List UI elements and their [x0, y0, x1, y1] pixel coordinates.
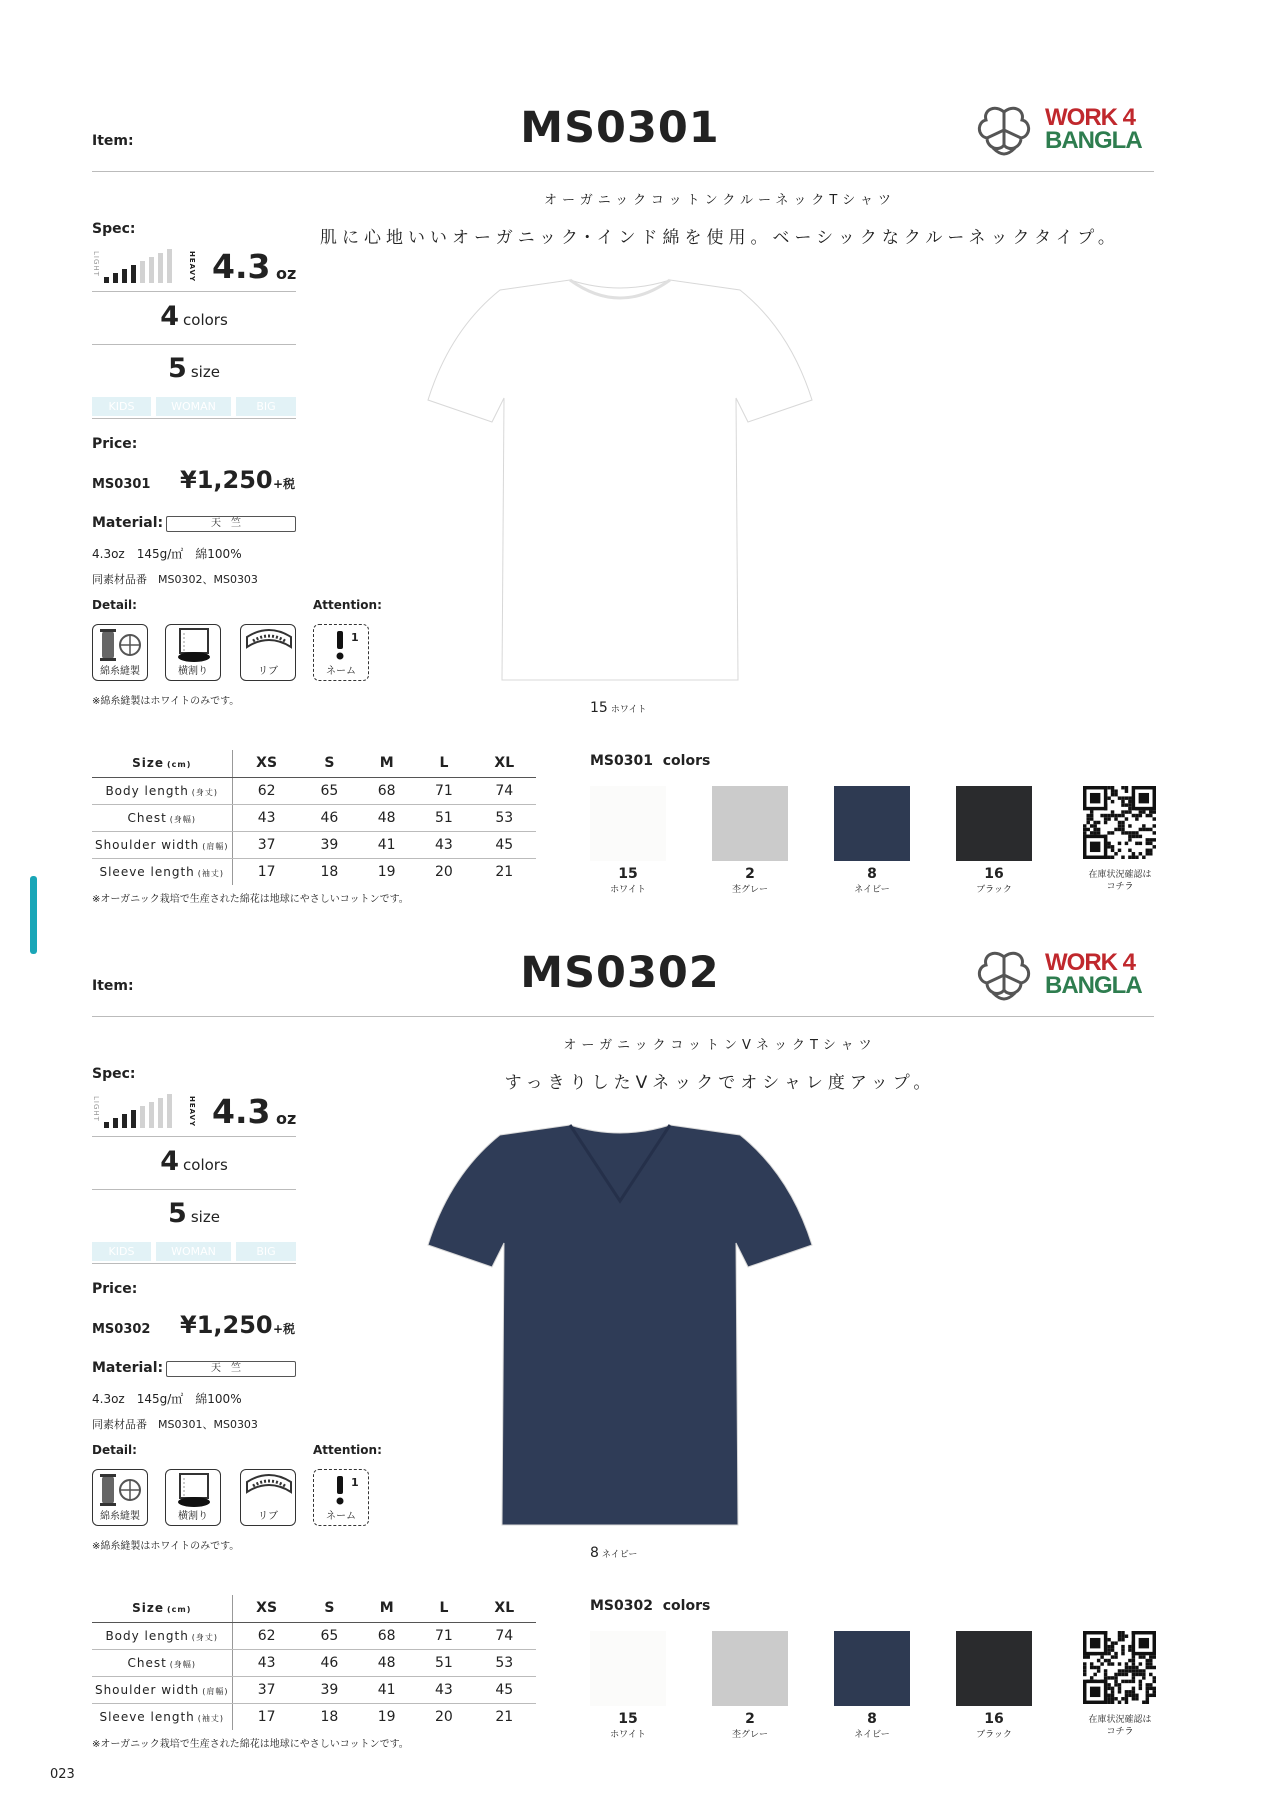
- weight-bar: [140, 1106, 145, 1128]
- work4bangla-logo: [975, 102, 1155, 158]
- row-label-en: Sleeve length: [99, 1709, 195, 1724]
- color-swatch: [590, 1631, 666, 1706]
- weight-bar: [149, 1102, 154, 1128]
- weight-bar: [167, 1094, 172, 1128]
- qr-caption-line-2: コチラ: [1106, 1727, 1134, 1737]
- product-code-title: MS0301: [520, 103, 720, 153]
- swatch-name: 杢グレー: [731, 1730, 768, 1740]
- size-cell: 71: [415, 1622, 472, 1649]
- row-label-jp: (身幅): [169, 814, 197, 824]
- size-cell: 51: [415, 1649, 472, 1676]
- row-label: [92, 1649, 232, 1676]
- colors-heading-word: colors: [662, 753, 711, 769]
- size-cell: 19: [377, 1708, 396, 1725]
- colors-heading-code: MS0302: [590, 1598, 653, 1614]
- attention-label: Attention:: [313, 598, 382, 612]
- badge-woman: WOMAN: [156, 1242, 231, 1261]
- size-cell: 39: [301, 1676, 358, 1703]
- spec-divider: [92, 1189, 296, 1190]
- detail-icon-label: リブ: [258, 1511, 278, 1522]
- attention-icon-label: ネーム: [326, 666, 356, 677]
- price-value: ¥1,250: [180, 466, 273, 494]
- size-cell: 65: [301, 777, 358, 804]
- image-caption: [590, 700, 647, 716]
- price-code: MS0302: [92, 1322, 151, 1337]
- weight-bar: [131, 265, 136, 283]
- image-caption-name: ホワイト: [610, 705, 647, 715]
- weight-bar: [140, 261, 145, 283]
- row-label-en: Sleeve length: [99, 864, 195, 879]
- section-tab-marker: [30, 876, 37, 954]
- header-divider: [92, 1016, 1154, 1017]
- gauge-light-label: LIGHT: [92, 1096, 100, 1122]
- size-cell: 19: [377, 863, 396, 880]
- size-cell: 74: [473, 777, 536, 804]
- qr-caption-line-1: 在庫状況確認は: [1088, 1715, 1152, 1725]
- size-cell: 53: [473, 1649, 536, 1676]
- spec-divider: [92, 418, 296, 419]
- gauge-heavy-label: HEAVY: [188, 1096, 196, 1128]
- attention-label: Attention:: [313, 1443, 382, 1457]
- size-cell: 46: [301, 804, 358, 831]
- colors-count: [92, 301, 296, 332]
- item-label: Item:: [92, 133, 134, 149]
- row-label: [92, 1676, 232, 1703]
- price-tax: +税: [273, 477, 296, 491]
- size-header-label: [92, 1595, 232, 1622]
- weight-bar: [122, 269, 127, 283]
- tube-body-icon: [166, 1470, 222, 1510]
- table-row: [92, 804, 536, 831]
- size-count-number: 5: [168, 1198, 187, 1229]
- weight-value: 4.3: [212, 1092, 271, 1131]
- weight-bar: [113, 273, 118, 283]
- color-swatch: [834, 1631, 910, 1706]
- swatch-number: 15: [618, 1711, 638, 1727]
- swatch-name: ホワイト: [610, 1730, 646, 1740]
- tube-body-icon: [166, 625, 222, 665]
- size-cell: 17: [257, 863, 276, 880]
- row-label-jp: (身丈): [191, 787, 219, 797]
- detail-note: ※綿糸縫製はホワイトのみです。: [92, 696, 240, 707]
- brand-line-2: BANGLA: [1045, 972, 1142, 999]
- gauge-light-label: LIGHT: [92, 251, 100, 277]
- swatch-name: ネイビー: [854, 1730, 890, 1740]
- brand-line-2: BANGLA: [1045, 127, 1142, 154]
- size-cell: 45: [473, 831, 536, 858]
- size-cell: 62: [232, 1622, 301, 1649]
- spec-divider: [92, 344, 296, 345]
- attention-number: 1: [351, 631, 359, 644]
- row-label: [92, 1703, 232, 1730]
- brand-line-1: WORK 4: [1045, 949, 1135, 976]
- colors-count-word: colors: [183, 311, 228, 329]
- size-chart-table: [92, 1595, 536, 1730]
- spec-divider: [92, 1263, 296, 1264]
- size-cell: 37: [232, 1676, 301, 1703]
- name-attention-icon: [313, 624, 369, 681]
- size-cell: 18: [320, 1708, 339, 1725]
- size-cell: 41: [358, 1676, 415, 1703]
- badge-big: BIG: [236, 397, 296, 416]
- weight-bar: [167, 249, 172, 283]
- swatch-number: 8: [867, 1711, 877, 1727]
- size-variant-badges: [92, 1242, 296, 1261]
- row-label-jp: (肩幅): [202, 1686, 229, 1696]
- detail-icon-label: 綿糸縫製: [100, 1511, 140, 1522]
- badge-kids: KIDS: [92, 397, 151, 416]
- side-seamless-icon: [165, 1469, 221, 1526]
- size-cell: 68: [358, 777, 415, 804]
- swatch-name: ブラック: [976, 885, 1012, 895]
- weight-bar: [104, 1122, 109, 1128]
- size-column-header: XL: [473, 1595, 536, 1622]
- qr-caption-line-1: 在庫状況確認は: [1088, 870, 1152, 880]
- row-label-jp: (袖丈): [197, 1713, 224, 1723]
- product-subname: オーガニックコットンクルーネックTシャツ: [543, 193, 897, 208]
- product-code-title: MS0302: [520, 948, 720, 998]
- brand-line-1: WORK 4: [1045, 104, 1135, 131]
- table-row: [92, 1676, 536, 1703]
- cotton-flower-icon: [975, 947, 1033, 1003]
- size-cell: 48: [358, 1649, 415, 1676]
- material-fabric-box: 天竺: [166, 1361, 296, 1377]
- size-header-text: Size: [132, 756, 164, 771]
- row-label-en: Chest: [127, 1655, 167, 1670]
- image-caption-number: 8: [590, 1545, 599, 1561]
- size-cell: 48: [358, 804, 415, 831]
- rib-collar-icon: [240, 1469, 296, 1526]
- size-note: ※オーガニック栽培で生産された綿花は地球にやさしいコットンです。: [92, 894, 409, 905]
- weight-bar: [113, 1118, 118, 1128]
- product-tshirt-image: [420, 270, 820, 690]
- size-cell: 21: [495, 863, 514, 880]
- table-row: [92, 1649, 536, 1676]
- same-material-codes: 同素材品番 MS0301、MS0303: [92, 1418, 258, 1431]
- size-cell: 18: [320, 863, 339, 880]
- weight-bar: [158, 1098, 163, 1128]
- size-column-header: XS: [232, 1595, 301, 1622]
- colors-heading: [590, 1598, 710, 1614]
- size-column-header: S: [301, 1595, 358, 1622]
- size-cell: 21: [495, 1708, 514, 1725]
- item-label: Item:: [92, 978, 134, 994]
- swatch-number: 15: [618, 866, 638, 882]
- size-count: [92, 1198, 296, 1229]
- badge-big: BIG: [236, 1242, 296, 1261]
- side-seamless-icon: [165, 624, 221, 681]
- table-row: [92, 1703, 536, 1730]
- rib-neck-icon: [241, 625, 297, 665]
- size-cell: 43: [415, 831, 472, 858]
- price-label: Price:: [92, 1281, 138, 1297]
- detail-icon-label: 綿糸縫製: [100, 666, 140, 677]
- row-label-jp: (身幅): [169, 1659, 197, 1669]
- rib-neck-icon: [241, 1470, 297, 1510]
- size-cell: 74: [473, 1622, 536, 1649]
- weight-unit: oz: [276, 1109, 297, 1128]
- detail-label: Detail:: [92, 1443, 137, 1457]
- size-variant-badges: [92, 397, 296, 416]
- swatch-name: ブラック: [976, 1730, 1012, 1740]
- weight-bar: [131, 1110, 136, 1128]
- size-cell: 53: [473, 804, 536, 831]
- spec-label: Spec:: [92, 1066, 136, 1082]
- colors-count-number: 4: [160, 1146, 180, 1177]
- weight-bar: [122, 1114, 127, 1128]
- colors-count: [92, 1146, 296, 1177]
- size-note: ※オーガニック栽培で生産された綿花は地球にやさしいコットンです。: [92, 1739, 409, 1750]
- size-cell: 68: [358, 1622, 415, 1649]
- material-label: Material:: [92, 515, 164, 531]
- size-cell: 43: [415, 1676, 472, 1703]
- size-cell: 41: [358, 831, 415, 858]
- spec-label: Spec:: [92, 221, 136, 237]
- colors-count-number: 4: [160, 301, 180, 332]
- image-caption: [590, 1545, 637, 1561]
- size-cell: 20: [435, 1708, 453, 1725]
- size-count-word: size: [190, 363, 220, 381]
- header-divider: [92, 171, 1154, 172]
- spec-divider: [92, 291, 296, 292]
- material-fabric-box: 天竺: [166, 516, 296, 532]
- colors-count-word: colors: [183, 1156, 228, 1174]
- size-cell: 43: [232, 1649, 301, 1676]
- detail-icon-label: 横割り: [178, 666, 208, 677]
- material-spec: 4.3oz 145g/㎡ 綿100%: [92, 547, 242, 561]
- size-cell: 45: [473, 1676, 536, 1703]
- size-header-row: [92, 1595, 536, 1622]
- swatch-name: 杢グレー: [731, 885, 768, 895]
- size-cell: 39: [301, 831, 358, 858]
- material-spec: 4.3oz 145g/㎡ 綿100%: [92, 1392, 242, 1406]
- size-header-unit: (cm): [167, 760, 192, 770]
- size-column-header: XS: [232, 750, 301, 777]
- row-label: [92, 1622, 232, 1649]
- swatch-number: 16: [984, 866, 1004, 882]
- size-header-unit: (cm): [167, 1605, 192, 1615]
- badge-kids: KIDS: [92, 1242, 151, 1261]
- size-cell: 46: [301, 1649, 358, 1676]
- price-value: ¥1,250: [180, 1311, 273, 1339]
- image-caption-name: ネイビー: [601, 1550, 638, 1560]
- badge-woman: WOMAN: [156, 397, 231, 416]
- swatch-number: 16: [984, 1711, 1004, 1727]
- gauge-heavy-label: HEAVY: [188, 251, 196, 283]
- product-section: [0, 845, 1280, 1750]
- page-number: 023: [50, 1767, 75, 1782]
- swatch-name: ホワイト: [610, 885, 646, 895]
- exclamation-icon: [314, 1470, 370, 1510]
- same-material-codes: 同素材品番 MS0302、MS0303: [92, 573, 258, 586]
- weight-bar: [149, 257, 154, 283]
- size-column-header: L: [415, 1595, 472, 1622]
- row-label: [92, 804, 232, 831]
- price-label: Price:: [92, 436, 138, 452]
- qr-code-icon[interactable]: [1083, 1631, 1156, 1704]
- size-cell: 51: [415, 804, 472, 831]
- weight-value: 4.3: [212, 247, 271, 286]
- swatch-number: 2: [745, 866, 755, 882]
- swatch-number: 2: [745, 1711, 755, 1727]
- colors-heading: [590, 753, 710, 769]
- weight-unit: oz: [276, 264, 297, 283]
- table-row: [92, 1622, 536, 1649]
- fabric-weight-gauge: [92, 247, 297, 287]
- swatch-number: 8: [867, 866, 877, 882]
- detail-icon-label: 横割り: [178, 1511, 208, 1522]
- size-cell: 20: [435, 863, 453, 880]
- size-cell: 65: [301, 1622, 358, 1649]
- row-label-jp: (袖丈): [197, 868, 224, 878]
- row-label-jp: (肩幅): [202, 841, 229, 851]
- product-subname: オーガニックコットンVネックTシャツ: [563, 1038, 877, 1053]
- color-swatch: [956, 1631, 1032, 1706]
- table-row: [92, 777, 536, 804]
- size-count: [92, 353, 296, 384]
- material-label: Material:: [92, 1360, 164, 1376]
- row-label-en: Shoulder width: [94, 1682, 200, 1697]
- detail-icon-label: リブ: [258, 666, 278, 677]
- attention-icon-label: ネーム: [326, 1511, 356, 1522]
- size-header-label: [92, 750, 232, 777]
- thread-spool-icon: [93, 1470, 149, 1510]
- row-label-en: Chest: [127, 810, 167, 825]
- product-tshirt-image: [420, 1115, 820, 1535]
- product-tagline: すっきりしたVネックでオシャレ度アップ。: [504, 1073, 936, 1093]
- size-cell: 17: [257, 1708, 276, 1725]
- size-count-number: 5: [168, 353, 187, 384]
- size-cell: 37: [232, 831, 301, 858]
- exclamation-icon: [314, 625, 370, 665]
- size-column-header: S: [301, 750, 358, 777]
- thread-spool-icon: [93, 625, 149, 665]
- qr-caption-line-2: コチラ: [1106, 882, 1134, 892]
- colors-heading-word: colors: [662, 1598, 711, 1614]
- size-header-row: [92, 750, 536, 777]
- size-column-header: XL: [473, 750, 536, 777]
- size-column-header: M: [358, 750, 415, 777]
- detail-note: ※綿糸縫製はホワイトのみです。: [92, 1541, 240, 1552]
- fabric-weight-gauge: [92, 1092, 297, 1132]
- cotton-thread-sewing-icon: [92, 1469, 148, 1526]
- size-count-word: size: [190, 1208, 220, 1226]
- cotton-thread-sewing-icon: [92, 624, 148, 681]
- row-label-en: Body length: [105, 1628, 189, 1643]
- rib-collar-icon: [240, 624, 296, 681]
- size-header-text: Size: [132, 1601, 164, 1616]
- weight-bars: [104, 247, 186, 283]
- detail-label: Detail:: [92, 598, 137, 612]
- swatch-name: ネイビー: [854, 885, 890, 895]
- attention-number: 1: [351, 1476, 359, 1489]
- weight-bars: [104, 1092, 186, 1128]
- spec-divider: [92, 1136, 296, 1137]
- colors-heading-code: MS0301: [590, 753, 653, 769]
- row-label: [92, 777, 232, 804]
- weight-bar: [104, 277, 109, 283]
- row-label-jp: (身丈): [191, 1632, 219, 1642]
- size-cell: 43: [232, 804, 301, 831]
- size-column-header: L: [415, 750, 472, 777]
- price-tax: +税: [273, 1322, 296, 1336]
- work4bangla-logo: [975, 947, 1155, 1003]
- cotton-flower-icon: [975, 102, 1033, 158]
- row-label-en: Body length: [105, 783, 189, 798]
- name-attention-icon: [313, 1469, 369, 1526]
- weight-bar: [158, 253, 163, 283]
- price-code: MS0301: [92, 477, 151, 492]
- size-cell: 71: [415, 777, 472, 804]
- color-swatch: [712, 1631, 788, 1706]
- product-tagline: 肌に心地いいオーガニック･インド綿を使用。ベーシックなクルーネックタイプ。: [320, 228, 1120, 248]
- row-label-en: Shoulder width: [94, 837, 200, 852]
- image-caption-number: 15: [590, 700, 608, 716]
- size-column-header: M: [358, 1595, 415, 1622]
- qr-caption: [1068, 1714, 1172, 1738]
- size-cell: 62: [232, 777, 301, 804]
